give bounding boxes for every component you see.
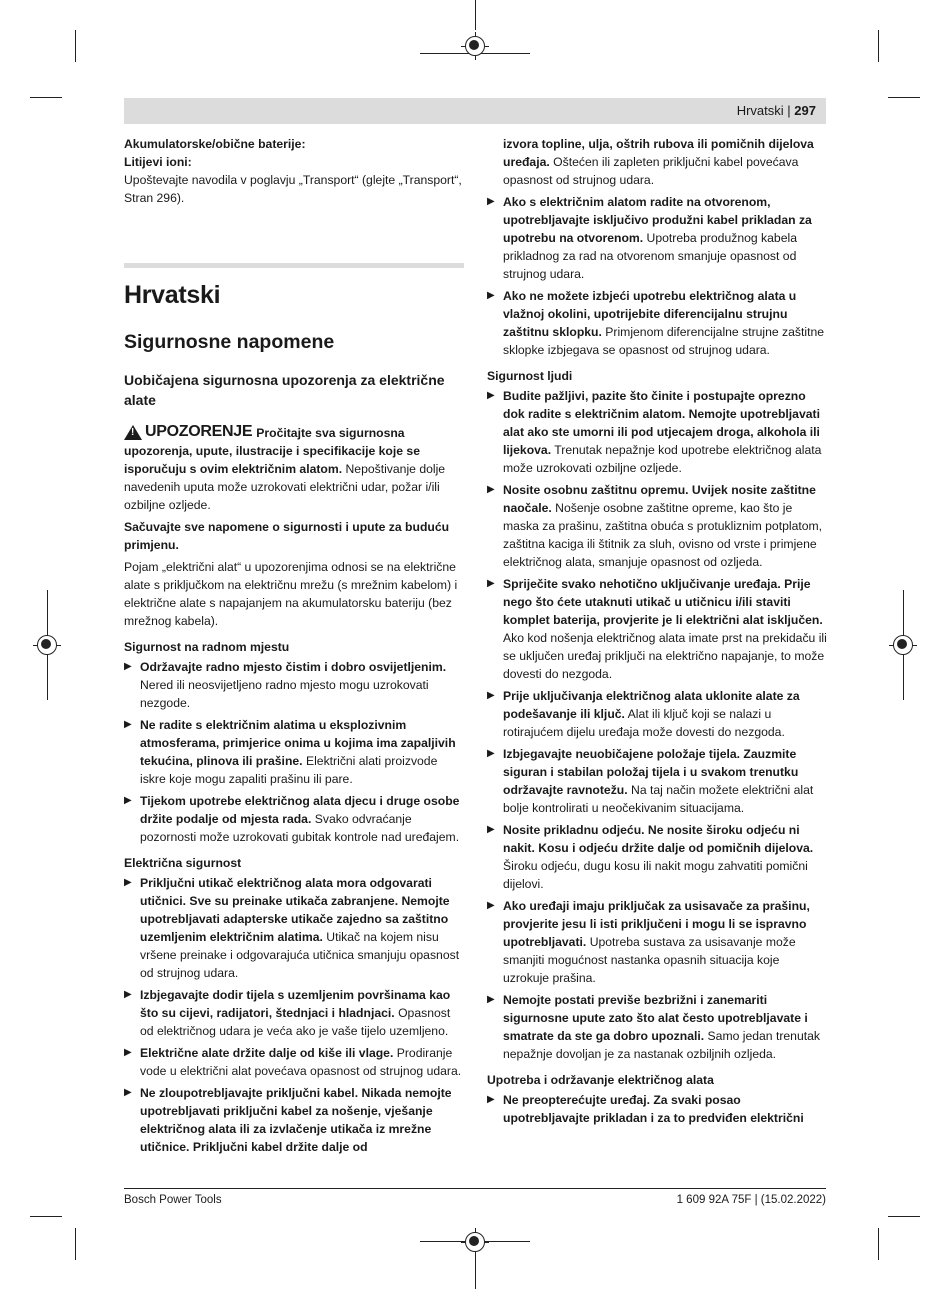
list-item xyxy=(124,658,464,712)
list-item xyxy=(487,991,827,1063)
item-bold: Izbjegavajte dodir tijela s uzemljenim površinama kao što su cijevi, radijatori, štednjaci i hladnjaci. xyxy=(140,988,451,1020)
item-normal: Opasnost od električnog udara je veća ako je vaše tijelo uzemljeno. xyxy=(140,1006,451,1038)
item-normal: Široku odjeću, dugu kosu ili nakit mogu zahvatiti pomični dijelovi. xyxy=(503,859,808,891)
triangle-right-icon: ▶ xyxy=(487,690,495,701)
item-bold: Izbjegavajte neuobičajene položaje tijela. Zauzmite siguran i stabilan položaj tijela i u svakom trenutku održavajte ravnotežu. xyxy=(503,747,799,797)
triangle-right-icon: ▶ xyxy=(124,989,132,1000)
triangle-right-icon: ▶ xyxy=(487,1094,495,1105)
list-item xyxy=(487,575,827,683)
triangle-right-icon: ▶ xyxy=(487,994,495,1005)
crop-mark xyxy=(30,97,62,98)
registration-mark-icon xyxy=(889,631,917,659)
triangle-right-icon: ▶ xyxy=(487,748,495,759)
work-area-heading: Sigurnost na radnom mjestu xyxy=(124,640,290,654)
page-number: 297 xyxy=(794,103,816,118)
header-language: Hrvatski xyxy=(736,103,784,118)
item-bold: Ne preopterećujte uređaj. Za svaki posao upotrebljavajte prikladan i za to predviđen električni xyxy=(503,1093,804,1125)
continued-item xyxy=(487,135,827,189)
item-bold: Ako ne možete izbjeći upotrebu električnog alata u vlažnoj okolini, upotrijebite diferencijalnu strujnu zaštitnu sklopku. xyxy=(503,289,797,339)
triangle-right-icon: ▶ xyxy=(487,196,495,207)
crop-mark xyxy=(475,1256,476,1289)
warning-triangle-icon: ! xyxy=(124,425,142,440)
item-normal: Ako kod nošenja električnog alata imate prst na prekidaču ili se uključen uređaj priključi na električno napajanje, to može dovesti do nezgoda. xyxy=(503,631,827,681)
triangle-right-icon: ▶ xyxy=(124,877,132,888)
list-item xyxy=(124,716,464,788)
crop-mark xyxy=(75,1228,76,1260)
item-bold: Nosite prikladnu odjeću. Ne nosite široku odjeću ni nakit. Kosu i odjeću držite dalje od pomičnih dijelova. xyxy=(503,823,814,855)
item-bold: Ako uređaji imaju priključak za usisavače za prašinu, provjerite jesu li isti priključeni i mogu li se ispravno upotrebljavati. xyxy=(503,899,810,949)
item-normal: Samo jedan trenutak nepažnje dovoljan je za nastanak ozbiljnih ozljeda. xyxy=(503,1029,820,1061)
header-text xyxy=(737,102,816,120)
crop-mark xyxy=(888,1216,920,1217)
footer-publisher: Bosch Power Tools xyxy=(124,1194,222,1206)
item-bold: Priključni utikač električnog alata mora odgovarati utičnici. Sve su preinake utikača zabranjene. Nemojte upotrebljavati adapterske utikače zajedno sa zaštitno uzemljenim električnim alatima. xyxy=(140,876,450,944)
item-normal: Upotreba produžnog kabela prikladnog za rad na otvorenom smanjuje opasnost od strujnog udara. xyxy=(503,231,797,281)
item-normal: Nered ili neosvijetljeno radno mjesto mogu uzrokovati nezgode. xyxy=(140,678,429,710)
triangle-right-icon: ▶ xyxy=(124,1047,132,1058)
item-normal: Alat ili ključ koji se nalazi u rotirajućem dijelu uređaja može dovesti do nezgoda. xyxy=(503,707,785,739)
crop-mark xyxy=(878,30,879,62)
list-item xyxy=(487,481,827,571)
item-bold: Ne zloupotrebljavajte priključni kabel. Nikada nemojte upotrebljavati priključni kabel za nošenje, vješanje električnog alata ili za izvlačenje utikača iz mrežne utičnice. Priključni kabel držite dalje od xyxy=(140,1086,452,1154)
list-item xyxy=(124,792,464,846)
list-item xyxy=(487,821,827,893)
item-normal: Upotreba sustava za usisavanje može smanjiti mogućnost nastanka opasnih situacija koje uzrokuje prašina. xyxy=(503,935,796,985)
item-bold: Nosite osobnu zaštitnu opremu. Uvijek nosite zaštitne naočale. xyxy=(503,483,816,515)
keep-instructions: Sačuvajte sve napomene o sigurnosti i upute za buduću primjenu. xyxy=(124,520,450,552)
use-care-heading: Upotreba i održavanje električnog alata xyxy=(487,1073,714,1087)
list-item xyxy=(487,1091,827,1127)
footer-divider xyxy=(124,1188,826,1189)
triangle-right-icon: ▶ xyxy=(487,824,495,835)
crop-mark xyxy=(75,30,76,62)
page-header xyxy=(124,98,826,124)
list-item xyxy=(124,986,464,1040)
triangle-right-icon: ▶ xyxy=(124,795,132,806)
item-normal: Oštećen ili zapleten priključni kabel povećava opasnost od strujnog udara. xyxy=(503,155,799,187)
transport-body: Upoštevajte navodila v poglavju „Transport“ (glejte „Transport“, Stran 296). xyxy=(124,173,462,205)
registration-mark-icon xyxy=(33,631,61,659)
transport-line-2: Litijevi ioni: xyxy=(124,155,192,169)
triangle-right-icon: ▶ xyxy=(124,661,132,672)
list-item xyxy=(124,874,464,982)
use-care-list xyxy=(487,1091,827,1127)
right-column xyxy=(487,135,827,1131)
subsection-heading: Uobičajena sigurnosna upozorenja za električne alate xyxy=(124,372,445,408)
item-normal: Nošenje osobne zaštitne opreme, kao što je maska za prašinu, zaštitna obuća s protukliznim potplatom, zaštitna kaciga ili štitnik za sluh, ovisno od vrste i primjene električnog alata, smanjuje opasnost od ozljeda. xyxy=(503,501,823,569)
crop-mark xyxy=(475,0,476,30)
warning-bold-text: Pročitajte sva sigurnosna upozorenja, upute, ilustracije i specifikacije koje se isporučuju s ovim električnim alatom. xyxy=(124,426,420,476)
crop-mark xyxy=(888,97,920,98)
section-heading: Sigurnosne napomene xyxy=(124,331,335,353)
warning-paragraph xyxy=(124,424,464,514)
page-title: Hrvatski xyxy=(124,281,221,309)
item-bold: Održavajte radno mjesto čistim i dobro osvijetljenim. xyxy=(140,660,447,674)
item-normal: Trenutak nepažnje kod upotrebe električnog alata može uzrokovati ozbiljne ozljede. xyxy=(503,443,822,475)
item-bold: Tijekom upotrebe električnog alata djecu i druge osobe držite podalje od mjesta rada. xyxy=(140,794,460,826)
triangle-right-icon: ▶ xyxy=(124,719,132,730)
list-item xyxy=(487,287,827,359)
item-bold: Ako s električnim alatom radite na otvorenom, upotrebljavajte isključivo produžni kabel prikladan za upotrebu na otvorenom. xyxy=(503,195,812,245)
list-item xyxy=(124,1044,464,1080)
registration-mark-icon xyxy=(461,1228,489,1256)
list-item xyxy=(487,387,827,477)
item-normal: Električni alati proizvode iskre koje mogu zapaliti prašinu ili pare. xyxy=(140,754,438,786)
left-column xyxy=(124,135,464,1160)
electrical-list xyxy=(124,874,464,1156)
electrical-list-continued xyxy=(487,193,827,359)
triangle-right-icon: ▶ xyxy=(487,390,495,401)
triangle-right-icon: ▶ xyxy=(487,578,495,589)
transport-line-1: Akumulatorske/obične baterije: xyxy=(124,137,306,151)
list-item xyxy=(487,745,827,817)
item-bold: Budite pažljivi, pazite što činite i postupajte oprezno dok radite s električnim alatom. Nemojte upotrebljavati alat ako ste umorni ili pod utjecajem droga, alkohola ili lijekova. xyxy=(503,389,820,457)
section-divider xyxy=(124,263,464,268)
item-bold: Ne radite s električnim alatima u eksplozivnim atmosferama, primjerice onima u kojima ima zapaljivih tekućina, plinova ili prašine. xyxy=(140,718,456,768)
item-normal: Primjenom diferencijalne strujne zaštitne sklopke izbjegava se opasnost od strujnog udara. xyxy=(503,325,825,357)
list-item xyxy=(487,687,827,741)
warning-normal-text: Nepoštivanje dolje navedenih uputa može uzrokovati električni udar, požar i/ili ozbiljne ozljede. xyxy=(124,462,446,512)
triangle-right-icon: ▶ xyxy=(487,900,495,911)
work-area-list xyxy=(124,658,464,846)
triangle-right-icon: ▶ xyxy=(487,290,495,301)
item-normal: Utikač na kojem nisu vršene preinake i odgovarajuća utičnica smanjuju opasnost od strujnog udara. xyxy=(140,930,460,980)
list-item xyxy=(487,193,827,283)
item-bold: Nemojte postati previše bezbrižni i zanemariti sigurnosne upute zato što alat često upotrebljavate i smatrate da ste ga dobro upoznali. xyxy=(503,993,808,1043)
crop-mark xyxy=(30,1216,62,1217)
footer-doc-code: 1 609 92A 75F | (15.02.2022) xyxy=(676,1194,826,1206)
item-normal: Svako odvraćanje pozornosti može uzrokovati gubitak kontrole nad uređajem. xyxy=(140,812,460,844)
registration-mark-icon xyxy=(461,32,489,60)
item-normal: Prodiranje vode u električni alat povećava opasnost od strujnog udara. xyxy=(140,1046,462,1078)
list-item xyxy=(487,897,827,987)
electrical-heading: Električna sigurnost xyxy=(124,856,242,870)
item-bold: Spriječite svako nehotično uključivanje uređaja. Prije nego što ćete utaknuti utikač u utičnicu i/ili staviti komplet baterija, provjerite je li električni alat isključen. xyxy=(503,577,823,627)
personal-safety-heading: Sigurnost ljudi xyxy=(487,369,573,383)
item-bold: Prije uključivanja električnog alata uklonite alate za podešavanje ili ključ. xyxy=(503,689,800,721)
triangle-right-icon: ▶ xyxy=(487,484,495,495)
header-separator: | xyxy=(787,103,791,118)
crop-mark xyxy=(878,1228,879,1260)
triangle-right-icon: ▶ xyxy=(124,1087,132,1098)
item-bold: Električne alate držite dalje od kiše ili vlage. xyxy=(140,1046,394,1060)
warning-label xyxy=(124,423,252,441)
warning-word: UPOZORENJE xyxy=(145,423,253,440)
item-normal: Na taj način možete električni alat bolje kontrolirati u neočekivanim situacijama. xyxy=(503,783,814,815)
list-item xyxy=(124,1084,464,1156)
term-definition: Pojam „električni alat“ u upozorenjima odnosi se na električne alate s priključkom na električnu mrežu (s mrežnim kabelom) i električne alate s napajanjem na akumulatorsku bateriju (bez mrežnog kabela). xyxy=(124,560,458,628)
personal-safety-list xyxy=(487,387,827,1063)
item-bold: izvora topline, ulja, oštrih rubova ili pomičnih dijelova uređaja. xyxy=(503,137,814,169)
